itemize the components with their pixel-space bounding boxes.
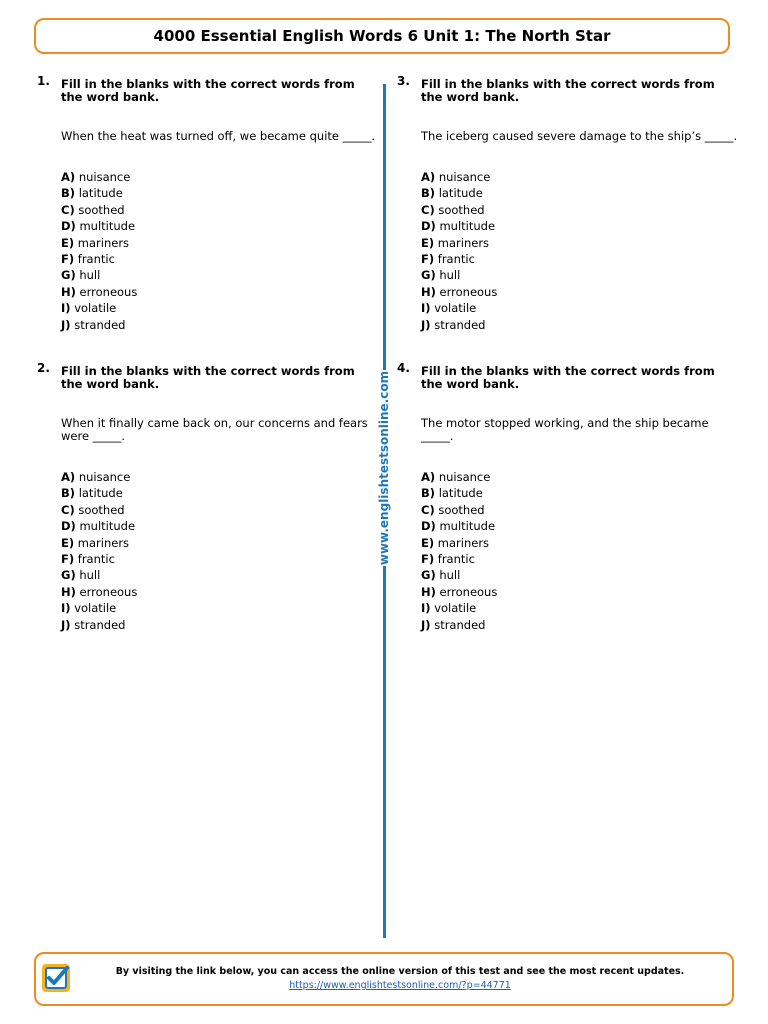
option-text: volatile — [434, 601, 477, 616]
option-text: multitude — [439, 519, 496, 534]
option-letter: D) — [421, 219, 436, 234]
question-stem: The iceberg caused severe damage to the ship’s _____. — [421, 129, 738, 143]
answer-option — [421, 535, 739, 551]
answer-option — [61, 567, 379, 583]
option-text: erroneous — [79, 284, 138, 299]
answer-option — [421, 584, 739, 600]
answer-option — [421, 502, 739, 518]
option-letter: A) — [421, 170, 436, 184]
option-letter: D) — [61, 219, 76, 234]
option-letter: H) — [61, 284, 76, 299]
option-text: volatile — [74, 601, 117, 616]
option-text: erroneous — [439, 584, 498, 599]
answer-option — [61, 502, 379, 518]
option-text: hull — [79, 268, 101, 283]
question-number: 1. — [37, 74, 50, 88]
option-text: stranded — [74, 617, 126, 632]
question-instruction: Fill in the blanks with the correct words from the word bank. — [421, 364, 715, 391]
option-letter: B) — [61, 486, 76, 501]
option-letter: G) — [421, 568, 436, 583]
option-text: nuisance — [438, 470, 491, 484]
answer-option — [61, 284, 379, 300]
answer-option — [421, 251, 739, 267]
answer-option — [61, 584, 379, 600]
option-text: stranded — [74, 317, 126, 332]
option-letter: H) — [421, 584, 436, 599]
title-box — [34, 18, 730, 54]
option-letter: E) — [421, 235, 435, 250]
option-letter: J) — [421, 317, 431, 332]
answer-option — [421, 600, 739, 616]
answer-option — [421, 185, 739, 201]
answer-options — [61, 169, 379, 333]
answer-options — [421, 469, 739, 633]
option-letter: E) — [61, 535, 75, 550]
option-letter: B) — [61, 186, 76, 201]
answer-option — [421, 169, 739, 185]
option-letter: C) — [61, 502, 75, 517]
answer-options — [421, 169, 739, 333]
option-text: mariners — [437, 235, 490, 250]
answer-option — [61, 485, 379, 501]
option-text: stranded — [434, 617, 486, 632]
option-text: latitude — [438, 186, 483, 201]
answer-option — [61, 551, 379, 567]
option-text: hull — [439, 268, 461, 283]
option-letter: A) — [421, 470, 436, 484]
option-text: frantic — [437, 252, 475, 267]
option-letter: I) — [421, 601, 431, 616]
option-text: latitude — [78, 486, 123, 501]
answer-option — [61, 235, 379, 251]
option-letter: J) — [421, 617, 431, 632]
question-instruction: Fill in the blanks with the correct words from the word bank. — [61, 364, 355, 391]
option-text: latitude — [78, 186, 123, 201]
option-letter: A) — [61, 470, 76, 484]
question-instruction: Fill in the blanks with the correct words from the word bank. — [421, 77, 715, 104]
question-stem: When it finally came back on, our concerns and fears were _____. — [61, 416, 368, 443]
option-text: multitude — [79, 219, 136, 234]
answer-option — [421, 267, 739, 283]
option-letter: H) — [61, 584, 76, 599]
option-letter: C) — [421, 502, 435, 517]
answer-option — [61, 218, 379, 234]
answer-options — [61, 469, 379, 633]
option-text: erroneous — [439, 284, 498, 299]
answer-option — [61, 617, 379, 633]
option-letter: F) — [61, 552, 75, 567]
option-text: soothed — [438, 502, 485, 517]
option-letter: J) — [61, 617, 71, 632]
question-stem: When the heat was turned off, we became quite _____. — [61, 129, 376, 143]
question-number: 4. — [397, 361, 410, 375]
answer-option — [421, 235, 739, 251]
option-text: stranded — [434, 317, 486, 332]
option-letter: A) — [61, 170, 76, 184]
answer-option — [421, 202, 739, 218]
answer-option — [61, 267, 379, 283]
option-letter: G) — [61, 568, 76, 583]
option-text: hull — [439, 568, 461, 583]
question-4 — [397, 361, 739, 633]
option-letter: C) — [61, 202, 75, 217]
option-letter: C) — [421, 202, 435, 217]
question-stem: The motor stopped working, and the ship became _____. — [421, 416, 709, 443]
option-text: mariners — [77, 235, 130, 250]
answer-option — [421, 551, 739, 567]
option-letter: F) — [61, 252, 75, 267]
answer-option — [61, 317, 379, 333]
online-test-link[interactable]: https://www.englishtestsonline.com/?p=44771 — [289, 980, 511, 991]
option-letter: D) — [61, 519, 76, 534]
option-text: erroneous — [79, 584, 138, 599]
answer-option — [421, 317, 739, 333]
option-text: frantic — [77, 552, 115, 567]
option-text: mariners — [77, 535, 130, 550]
option-letter: B) — [421, 186, 436, 201]
option-letter: E) — [421, 535, 435, 550]
question-3 — [397, 74, 739, 333]
option-text: frantic — [77, 252, 115, 267]
answer-option — [421, 485, 739, 501]
option-letter: G) — [61, 268, 76, 283]
option-text: soothed — [438, 202, 485, 217]
option-text: frantic — [437, 552, 475, 567]
option-letter: F) — [421, 552, 435, 567]
option-text: multitude — [439, 219, 496, 234]
answer-option — [61, 169, 379, 185]
answer-option — [61, 251, 379, 267]
answer-option — [61, 202, 379, 218]
option-letter: B) — [421, 486, 436, 501]
footer-message: By visiting the link below, you can access the online version of this test and see the most recent updates. — [115, 966, 685, 977]
question-number: 2. — [37, 361, 50, 375]
question-number: 3. — [397, 74, 410, 88]
option-letter: I) — [421, 301, 431, 316]
answer-option — [421, 617, 739, 633]
answer-option — [421, 284, 739, 300]
option-text: hull — [79, 568, 101, 583]
answer-option — [421, 300, 739, 316]
page-title: 4000 Essential English Words 6 Unit 1: The North Star — [153, 27, 611, 45]
option-text: mariners — [437, 535, 490, 550]
option-text: latitude — [438, 486, 483, 501]
footer-box — [34, 952, 734, 1006]
answer-option — [61, 185, 379, 201]
option-letter: I) — [61, 601, 71, 616]
option-text: soothed — [78, 202, 125, 217]
answer-option — [61, 469, 379, 485]
question-1 — [37, 74, 379, 333]
answer-option — [421, 218, 739, 234]
option-text: nuisance — [438, 170, 491, 184]
watermark-text: www.englishtestsonline.com — [377, 370, 391, 566]
question-2 — [37, 361, 379, 633]
answer-option — [421, 469, 739, 485]
option-text: nuisance — [78, 170, 131, 184]
answer-option — [61, 518, 379, 534]
option-letter: D) — [421, 519, 436, 534]
answer-option — [421, 518, 739, 534]
option-text: volatile — [434, 301, 477, 316]
answer-option — [61, 300, 379, 316]
answer-option — [421, 567, 739, 583]
option-letter: E) — [61, 235, 75, 250]
option-text: nuisance — [78, 470, 131, 484]
option-letter: J) — [61, 317, 71, 332]
question-instruction: Fill in the blanks with the correct words from the word bank. — [61, 77, 355, 104]
option-text: multitude — [79, 519, 136, 534]
checkbox-icon — [40, 962, 72, 994]
option-letter: I) — [61, 301, 71, 316]
option-text: soothed — [78, 502, 125, 517]
option-letter: F) — [421, 252, 435, 267]
option-letter: G) — [421, 268, 436, 283]
answer-option — [61, 535, 379, 551]
option-letter: H) — [421, 284, 436, 299]
answer-option — [61, 600, 379, 616]
option-text: volatile — [74, 301, 117, 316]
